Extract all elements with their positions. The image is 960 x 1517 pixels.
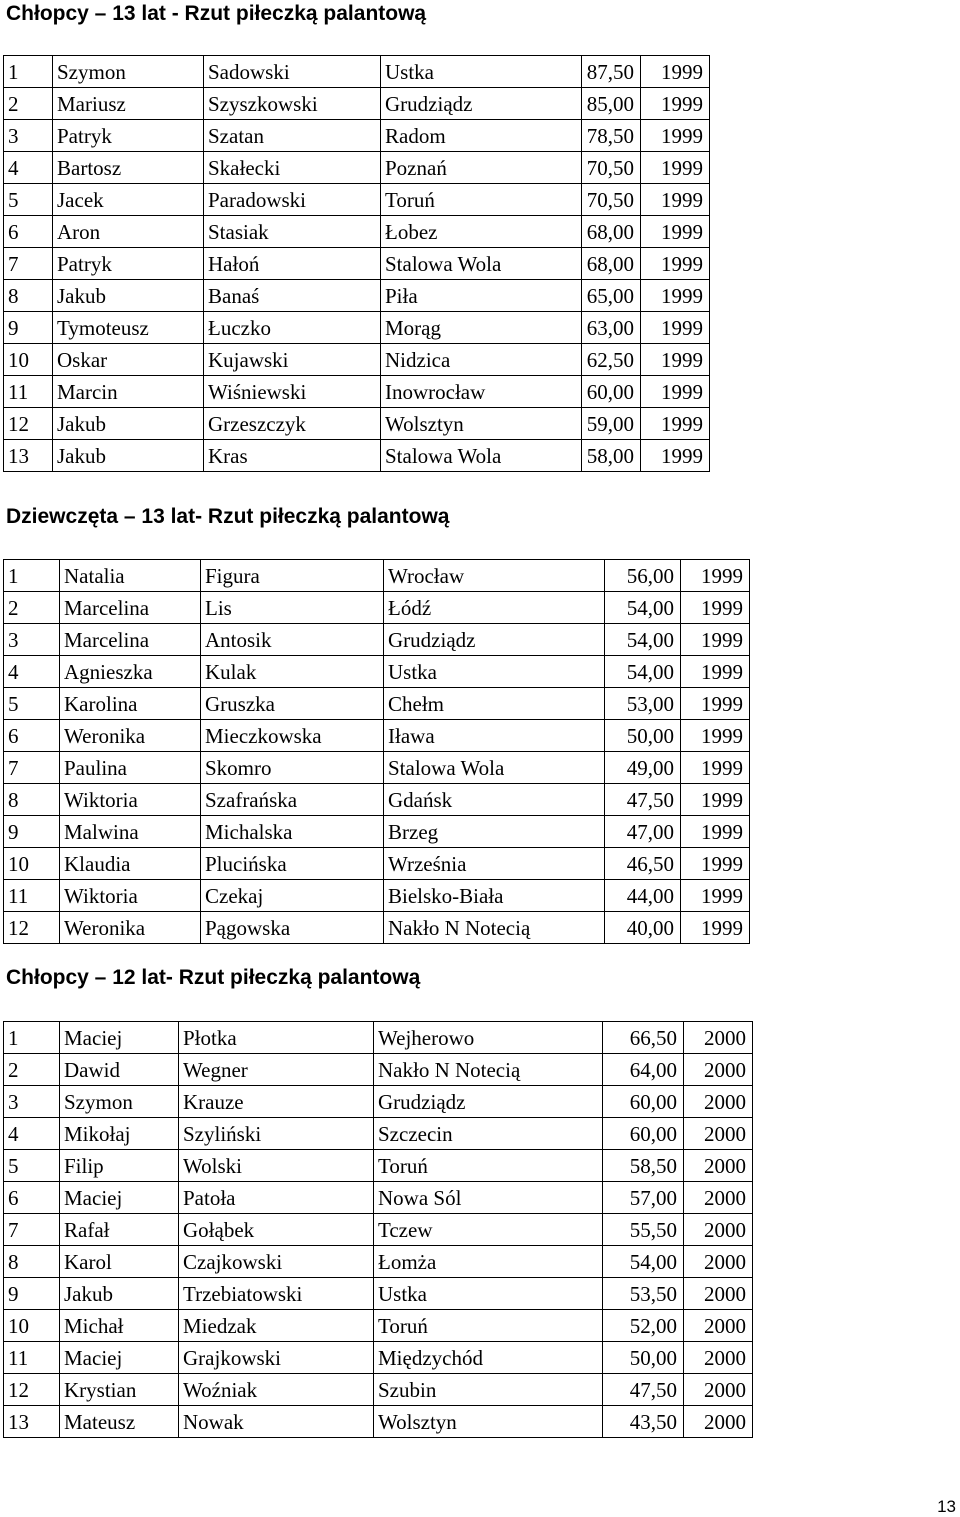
result-cell: 44,00 xyxy=(605,880,681,912)
first-name-cell: Szymon xyxy=(53,56,204,88)
birth-year-cell: 2000 xyxy=(684,1278,753,1310)
place-cell: 4 xyxy=(4,152,53,184)
first-name-cell: Jakub xyxy=(53,280,204,312)
city-cell: Chełm xyxy=(384,688,605,720)
table-row xyxy=(4,1310,753,1342)
place-cell: 4 xyxy=(4,1118,60,1150)
last-name-cell: Gruszka xyxy=(201,688,384,720)
result-cell: 87,50 xyxy=(582,56,641,88)
city-cell: Stalowa Wola xyxy=(381,440,582,472)
place-cell: 12 xyxy=(4,408,53,440)
city-cell: Wrocław xyxy=(384,560,605,592)
table-row xyxy=(4,592,750,624)
city-cell: Inowrocław xyxy=(381,376,582,408)
birth-year-cell: 1999 xyxy=(641,88,710,120)
city-cell: Toruń xyxy=(374,1150,603,1182)
last-name-cell: Gołąbek xyxy=(179,1214,374,1246)
section-title-boys-13: Chłopcy – 13 lat - Rzut piłeczką palantową xyxy=(6,2,427,25)
city-cell: Stalowa Wola xyxy=(381,248,582,280)
city-cell: Ustka xyxy=(381,56,582,88)
last-name-cell: Kujawski xyxy=(204,344,381,376)
result-cell: 62,50 xyxy=(582,344,641,376)
result-cell: 54,00 xyxy=(605,624,681,656)
result-cell: 50,00 xyxy=(605,720,681,752)
last-name-cell: Nowak xyxy=(179,1406,374,1438)
birth-year-cell: 1999 xyxy=(641,312,710,344)
result-cell: 57,00 xyxy=(603,1182,684,1214)
last-name-cell: Skałecki xyxy=(204,152,381,184)
table-row xyxy=(4,56,710,88)
first-name-cell: Mariusz xyxy=(53,88,204,120)
results-table-girls-13 xyxy=(3,559,750,944)
birth-year-cell: 1999 xyxy=(681,560,750,592)
birth-year-cell: 2000 xyxy=(684,1246,753,1278)
place-cell: 10 xyxy=(4,848,60,880)
table-row xyxy=(4,152,710,184)
city-cell: Międzychód xyxy=(374,1342,603,1374)
place-cell: 8 xyxy=(4,1246,60,1278)
table-row xyxy=(4,752,750,784)
table-row xyxy=(4,312,710,344)
last-name-cell: Łuczko xyxy=(204,312,381,344)
first-name-cell: Marcin xyxy=(53,376,204,408)
birth-year-cell: 2000 xyxy=(684,1022,753,1054)
table-row xyxy=(4,1406,753,1438)
last-name-cell: Krauze xyxy=(179,1086,374,1118)
last-name-cell: Wiśniewski xyxy=(204,376,381,408)
table-row xyxy=(4,624,750,656)
table-row xyxy=(4,720,750,752)
city-cell: Grudziądz xyxy=(384,624,605,656)
birth-year-cell: 1999 xyxy=(641,408,710,440)
result-cell: 70,50 xyxy=(582,184,641,216)
place-cell: 1 xyxy=(4,560,60,592)
table-row xyxy=(4,216,710,248)
place-cell: 11 xyxy=(4,1342,60,1374)
last-name-cell: Szyszkowski xyxy=(204,88,381,120)
result-cell: 43,50 xyxy=(603,1406,684,1438)
result-cell: 60,00 xyxy=(603,1118,684,1150)
city-cell: Łobez xyxy=(381,216,582,248)
table-row xyxy=(4,120,710,152)
first-name-cell: Wiktoria xyxy=(60,880,201,912)
last-name-cell: Plucińska xyxy=(201,848,384,880)
city-cell: Wolsztyn xyxy=(374,1406,603,1438)
city-cell: Brzeg xyxy=(384,816,605,848)
place-cell: 6 xyxy=(4,216,53,248)
city-cell: Łomża xyxy=(374,1246,603,1278)
birth-year-cell: 1999 xyxy=(641,344,710,376)
result-cell: 50,00 xyxy=(603,1342,684,1374)
result-cell: 78,50 xyxy=(582,120,641,152)
result-cell: 52,00 xyxy=(603,1310,684,1342)
first-name-cell: Oskar xyxy=(53,344,204,376)
table-row xyxy=(4,688,750,720)
city-cell: Ustka xyxy=(384,656,605,688)
place-cell: 2 xyxy=(4,592,60,624)
first-name-cell: Patryk xyxy=(53,248,204,280)
result-cell: 59,00 xyxy=(582,408,641,440)
first-name-cell: Paulina xyxy=(60,752,201,784)
result-cell: 63,00 xyxy=(582,312,641,344)
place-cell: 12 xyxy=(4,1374,60,1406)
city-cell: Szubin xyxy=(374,1374,603,1406)
first-name-cell: Dawid xyxy=(60,1054,179,1086)
first-name-cell: Jakub xyxy=(60,1278,179,1310)
birth-year-cell: 1999 xyxy=(681,848,750,880)
result-cell: 68,00 xyxy=(582,216,641,248)
city-cell: Radom xyxy=(381,120,582,152)
birth-year-cell: 2000 xyxy=(684,1118,753,1150)
first-name-cell: Weronika xyxy=(60,912,201,944)
city-cell: Morąg xyxy=(381,312,582,344)
place-cell: 9 xyxy=(4,312,53,344)
last-name-cell: Stasiak xyxy=(204,216,381,248)
table-row xyxy=(4,280,710,312)
last-name-cell: Figura xyxy=(201,560,384,592)
place-cell: 2 xyxy=(4,88,53,120)
place-cell: 10 xyxy=(4,1310,60,1342)
first-name-cell: Jakub xyxy=(53,408,204,440)
first-name-cell: Marcelina xyxy=(60,592,201,624)
city-cell: Poznań xyxy=(381,152,582,184)
table-row xyxy=(4,848,750,880)
city-cell: Piła xyxy=(381,280,582,312)
city-cell: Grudziądz xyxy=(374,1086,603,1118)
city-cell: Nakło N Notecią xyxy=(384,912,605,944)
last-name-cell: Sadowski xyxy=(204,56,381,88)
first-name-cell: Wiktoria xyxy=(60,784,201,816)
place-cell: 12 xyxy=(4,912,60,944)
result-cell: 58,00 xyxy=(582,440,641,472)
birth-year-cell: 1999 xyxy=(641,152,710,184)
table-row xyxy=(4,184,710,216)
table-row xyxy=(4,1278,753,1310)
place-cell: 1 xyxy=(4,56,53,88)
table-row xyxy=(4,1054,753,1086)
first-name-cell: Klaudia xyxy=(60,848,201,880)
city-cell: Bielsko-Biała xyxy=(384,880,605,912)
result-cell: 56,00 xyxy=(605,560,681,592)
table-row xyxy=(4,1182,753,1214)
result-cell: 47,50 xyxy=(603,1374,684,1406)
first-name-cell: Mikołaj xyxy=(60,1118,179,1150)
place-cell: 13 xyxy=(4,440,53,472)
last-name-cell: Czajkowski xyxy=(179,1246,374,1278)
result-cell: 66,50 xyxy=(603,1022,684,1054)
result-cell: 70,50 xyxy=(582,152,641,184)
place-cell: 3 xyxy=(4,624,60,656)
birth-year-cell: 1999 xyxy=(681,592,750,624)
last-name-cell: Grajkowski xyxy=(179,1342,374,1374)
result-cell: 85,00 xyxy=(582,88,641,120)
table-row xyxy=(4,1342,753,1374)
place-cell: 9 xyxy=(4,816,60,848)
birth-year-cell: 1999 xyxy=(641,216,710,248)
city-cell: Wolsztyn xyxy=(381,408,582,440)
table-row xyxy=(4,816,750,848)
last-name-cell: Woźniak xyxy=(179,1374,374,1406)
table-row xyxy=(4,376,710,408)
birth-year-cell: 2000 xyxy=(684,1214,753,1246)
table-row xyxy=(4,1118,753,1150)
table-row xyxy=(4,408,710,440)
birth-year-cell: 2000 xyxy=(684,1150,753,1182)
table-row xyxy=(4,440,710,472)
last-name-cell: Kulak xyxy=(201,656,384,688)
last-name-cell: Skomro xyxy=(201,752,384,784)
first-name-cell: Bartosz xyxy=(53,152,204,184)
last-name-cell: Wegner xyxy=(179,1054,374,1086)
city-cell: Iława xyxy=(384,720,605,752)
last-name-cell: Mieczkowska xyxy=(201,720,384,752)
birth-year-cell: 1999 xyxy=(681,912,750,944)
result-cell: 46,50 xyxy=(605,848,681,880)
birth-year-cell: 2000 xyxy=(684,1310,753,1342)
last-name-cell: Miedzak xyxy=(179,1310,374,1342)
last-name-cell: Płotka xyxy=(179,1022,374,1054)
place-cell: 3 xyxy=(4,120,53,152)
result-cell: 65,00 xyxy=(582,280,641,312)
table-row xyxy=(4,880,750,912)
city-cell: Szczecin xyxy=(374,1118,603,1150)
last-name-cell: Hałoń xyxy=(204,248,381,280)
first-name-cell: Szymon xyxy=(60,1086,179,1118)
birth-year-cell: 1999 xyxy=(641,440,710,472)
table-row xyxy=(4,248,710,280)
birth-year-cell: 2000 xyxy=(684,1182,753,1214)
first-name-cell: Karolina xyxy=(60,688,201,720)
last-name-cell: Grzeszczyk xyxy=(204,408,381,440)
last-name-cell: Antosik xyxy=(201,624,384,656)
place-cell: 8 xyxy=(4,784,60,816)
table-row xyxy=(4,656,750,688)
city-cell: Gdańsk xyxy=(384,784,605,816)
place-cell: 9 xyxy=(4,1278,60,1310)
first-name-cell: Maciej xyxy=(60,1022,179,1054)
last-name-cell: Szafrańska xyxy=(201,784,384,816)
birth-year-cell: 2000 xyxy=(684,1374,753,1406)
place-cell: 11 xyxy=(4,880,60,912)
city-cell: Toruń xyxy=(374,1310,603,1342)
table-row xyxy=(4,1086,753,1118)
first-name-cell: Krystian xyxy=(60,1374,179,1406)
result-cell: 40,00 xyxy=(605,912,681,944)
birth-year-cell: 1999 xyxy=(641,184,710,216)
table-row xyxy=(4,1022,753,1054)
last-name-cell: Trzebiatowski xyxy=(179,1278,374,1310)
birth-year-cell: 1999 xyxy=(681,688,750,720)
first-name-cell: Tymoteusz xyxy=(53,312,204,344)
first-name-cell: Michał xyxy=(60,1310,179,1342)
table-row xyxy=(4,560,750,592)
result-cell: 55,50 xyxy=(603,1214,684,1246)
last-name-cell: Michalska xyxy=(201,816,384,848)
birth-year-cell: 1999 xyxy=(641,280,710,312)
city-cell: Nidzica xyxy=(381,344,582,376)
city-cell: Tczew xyxy=(374,1214,603,1246)
result-cell: 64,00 xyxy=(603,1054,684,1086)
city-cell: Stalowa Wola xyxy=(384,752,605,784)
city-cell: Nakło N Notecią xyxy=(374,1054,603,1086)
place-cell: 11 xyxy=(4,376,53,408)
result-cell: 49,00 xyxy=(605,752,681,784)
last-name-cell: Lis xyxy=(201,592,384,624)
city-cell: Nowa Sól xyxy=(374,1182,603,1214)
city-cell: Łódź xyxy=(384,592,605,624)
city-cell: Grudziądz xyxy=(381,88,582,120)
place-cell: 1 xyxy=(4,1022,60,1054)
result-cell: 54,00 xyxy=(603,1246,684,1278)
last-name-cell: Czekaj xyxy=(201,880,384,912)
first-name-cell: Maciej xyxy=(60,1182,179,1214)
result-cell: 60,00 xyxy=(603,1086,684,1118)
last-name-cell: Kras xyxy=(204,440,381,472)
birth-year-cell: 1999 xyxy=(681,816,750,848)
birth-year-cell: 1999 xyxy=(681,624,750,656)
result-cell: 60,00 xyxy=(582,376,641,408)
place-cell: 4 xyxy=(4,656,60,688)
table-row xyxy=(4,1214,753,1246)
first-name-cell: Mateusz xyxy=(60,1406,179,1438)
first-name-cell: Jakub xyxy=(53,440,204,472)
city-cell: Wejherowo xyxy=(374,1022,603,1054)
first-name-cell: Marcelina xyxy=(60,624,201,656)
place-cell: 6 xyxy=(4,1182,60,1214)
place-cell: 7 xyxy=(4,752,60,784)
place-cell: 7 xyxy=(4,248,53,280)
table-row xyxy=(4,1374,753,1406)
table-row xyxy=(4,344,710,376)
first-name-cell: Karol xyxy=(60,1246,179,1278)
result-cell: 47,00 xyxy=(605,816,681,848)
result-cell: 53,00 xyxy=(605,688,681,720)
place-cell: 3 xyxy=(4,1086,60,1118)
birth-year-cell: 1999 xyxy=(681,784,750,816)
place-cell: 5 xyxy=(4,688,60,720)
section-title-girls-13: Dziewczęta – 13 lat- Rzut piłeczką palantową xyxy=(6,505,450,528)
place-cell: 5 xyxy=(4,184,53,216)
place-cell: 2 xyxy=(4,1054,60,1086)
table-row xyxy=(4,1246,753,1278)
first-name-cell: Natalia xyxy=(60,560,201,592)
result-cell: 47,50 xyxy=(605,784,681,816)
results-table-boys-12 xyxy=(3,1021,753,1438)
result-cell: 54,00 xyxy=(605,656,681,688)
last-name-cell: Wolski xyxy=(179,1150,374,1182)
section-title-boys-12: Chłopcy – 12 lat- Rzut piłeczką palantową xyxy=(6,966,421,989)
table-row xyxy=(4,912,750,944)
city-cell: Toruń xyxy=(381,184,582,216)
first-name-cell: Filip xyxy=(60,1150,179,1182)
table-row xyxy=(4,784,750,816)
city-cell: Września xyxy=(384,848,605,880)
place-cell: 13 xyxy=(4,1406,60,1438)
birth-year-cell: 1999 xyxy=(681,720,750,752)
result-cell: 68,00 xyxy=(582,248,641,280)
city-cell: Ustka xyxy=(374,1278,603,1310)
last-name-cell: Paradowski xyxy=(204,184,381,216)
birth-year-cell: 2000 xyxy=(684,1406,753,1438)
last-name-cell: Pągowska xyxy=(201,912,384,944)
page-number: 13 xyxy=(937,1497,956,1516)
birth-year-cell: 1999 xyxy=(641,120,710,152)
last-name-cell: Szyliński xyxy=(179,1118,374,1150)
birth-year-cell: 2000 xyxy=(684,1054,753,1086)
result-cell: 53,50 xyxy=(603,1278,684,1310)
birth-year-cell: 1999 xyxy=(681,880,750,912)
place-cell: 6 xyxy=(4,720,60,752)
last-name-cell: Szatan xyxy=(204,120,381,152)
last-name-cell: Banaś xyxy=(204,280,381,312)
last-name-cell: Patoła xyxy=(179,1182,374,1214)
birth-year-cell: 1999 xyxy=(641,56,710,88)
birth-year-cell: 1999 xyxy=(641,248,710,280)
place-cell: 5 xyxy=(4,1150,60,1182)
first-name-cell: Weronika xyxy=(60,720,201,752)
first-name-cell: Rafał xyxy=(60,1214,179,1246)
birth-year-cell: 1999 xyxy=(641,376,710,408)
birth-year-cell: 1999 xyxy=(681,656,750,688)
first-name-cell: Aron xyxy=(53,216,204,248)
first-name-cell: Agnieszka xyxy=(60,656,201,688)
place-cell: 7 xyxy=(4,1214,60,1246)
birth-year-cell: 2000 xyxy=(684,1342,753,1374)
first-name-cell: Malwina xyxy=(60,816,201,848)
table-row xyxy=(4,88,710,120)
results-table-boys-13 xyxy=(3,55,710,472)
first-name-cell: Patryk xyxy=(53,120,204,152)
place-cell: 8 xyxy=(4,280,53,312)
birth-year-cell: 2000 xyxy=(684,1086,753,1118)
place-cell: 10 xyxy=(4,344,53,376)
first-name-cell: Maciej xyxy=(60,1342,179,1374)
result-cell: 58,50 xyxy=(603,1150,684,1182)
result-cell: 54,00 xyxy=(605,592,681,624)
first-name-cell: Jacek xyxy=(53,184,204,216)
birth-year-cell: 1999 xyxy=(681,752,750,784)
table-row xyxy=(4,1150,753,1182)
